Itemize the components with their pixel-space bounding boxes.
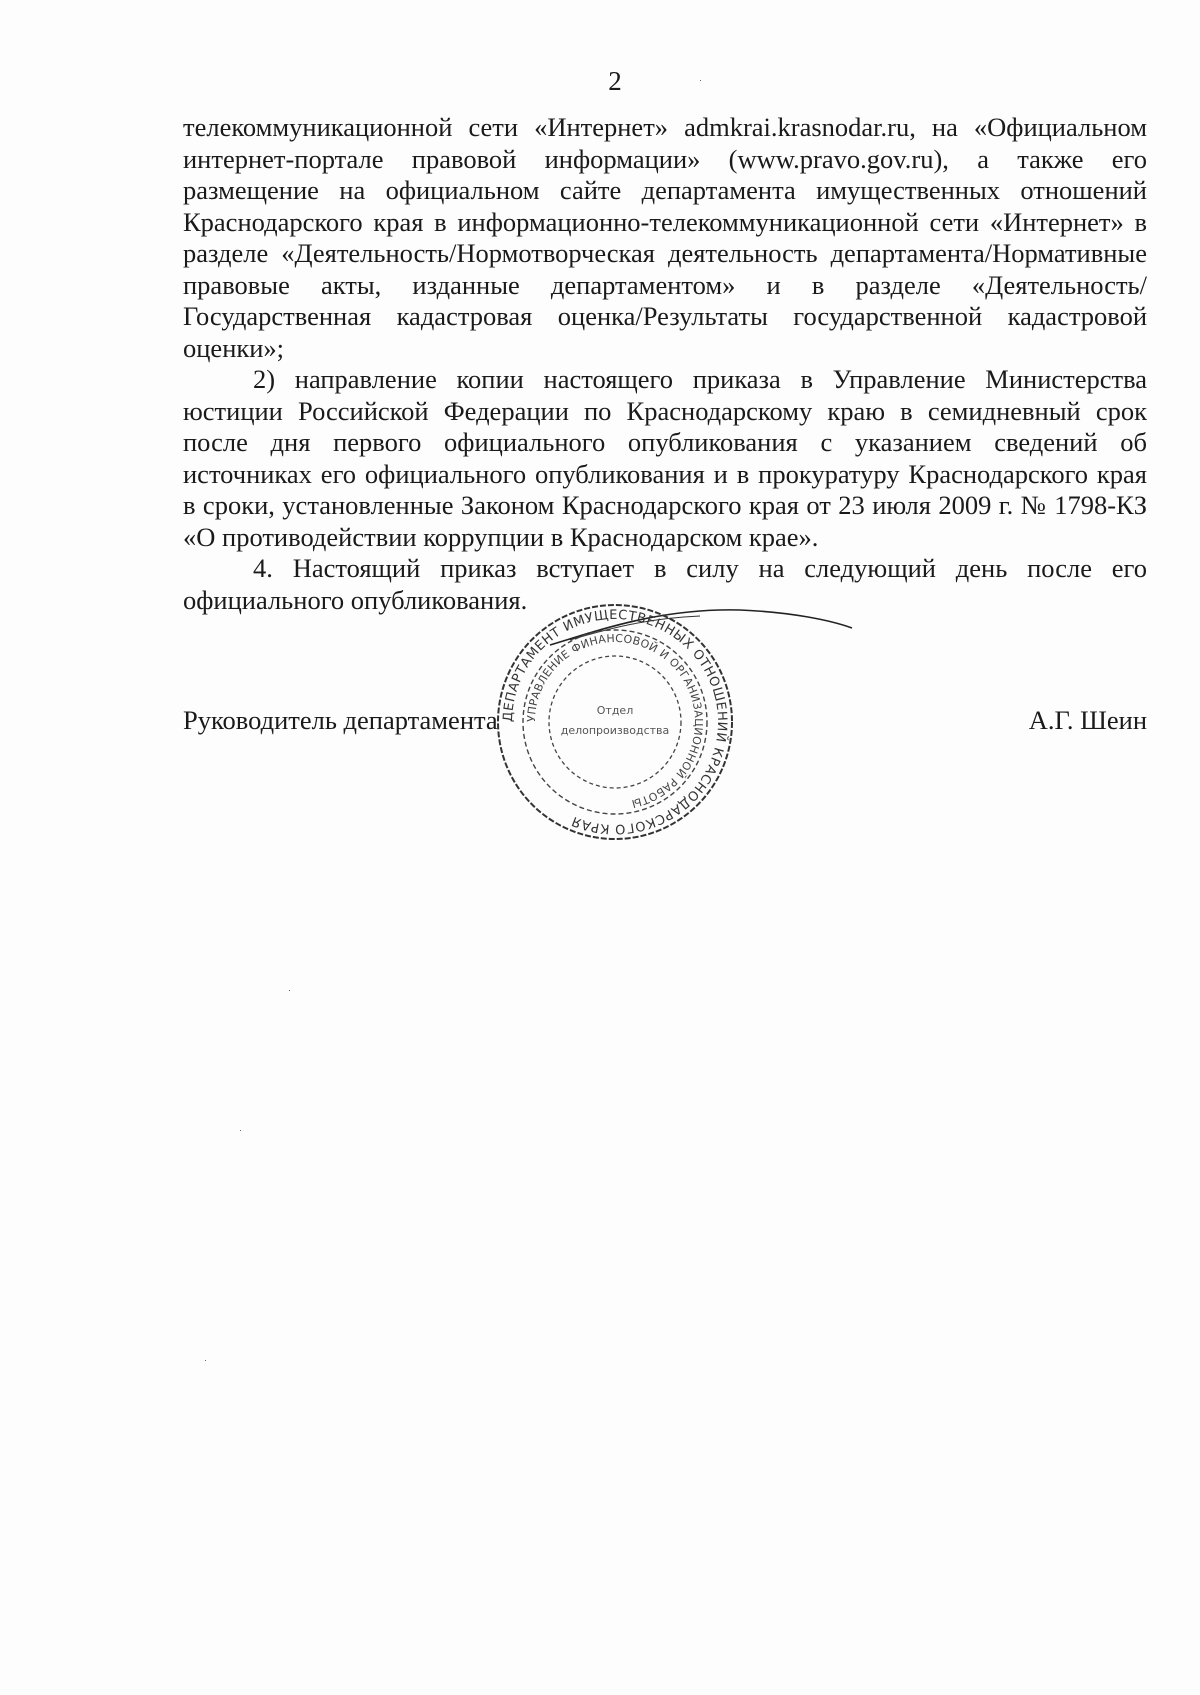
paragraph-continuation: телекоммуникационной сети «Интернет» admkrai.krasnodar.ru, на «Официальном интернет-портале правовой информации» (www.pravo.gov.ru), а также его размещение на официальном сайте департамента имущественных отношений Краснодарского края в информационно-телекоммуникационной сети «Интернет» в разделе «Деятельность/Нормотворческая деятельность департамента/Нормативные правовые акты, изданные департаментом» и в разделе «Деятельность/Государственная кадастровая оценка/Результаты государственной кадастровой оценки»; — [183, 112, 1147, 363]
scan-speck — [240, 1130, 241, 1131]
paragraph-item-2: 2) направление копии настоящего приказа в Управление Министерства юстиции Российской Федерации по Краснодарскому краю в семидневный срок после дня первого официального опубликования с указанием сведений об источниках его официального опубликования и в прокуратуру Краснодарского края в сроки, установленные Законом Краснодарского края от 23 июля 2009 г. № 1798-КЗ «О противодействии коррупции в Краснодарском крае». — [183, 364, 1147, 552]
signatory-title: Руководитель департамента — [183, 705, 498, 735]
stamp-center-top: Отдел — [596, 704, 634, 717]
scan-speck — [289, 990, 290, 991]
stamp-center-bottom: делопроизводства — [560, 724, 670, 737]
page-number: 2 — [608, 66, 622, 96]
stamp-inner-text: УПРАВЛЕНИЕ ФИНАНСОВОЙ И ОРГАНИЗАЦИОННОЙ РАБОТЫ — [524, 631, 706, 811]
scan-speck — [205, 1360, 206, 1361]
stamp-outer-text: ДЕПАРТАМЕНТ ИМУЩЕСТВЕННЫХ ОТНОШЕНИЙ КРАСНОДАРСКОГО КРАЯ — [500, 607, 730, 837]
svg-text:УПРАВЛЕНИЕ ФИНАНСОВОЙ И ОРГАНИ — [525, 632, 705, 810]
paragraph-item-4: 4. Настоящий приказ вступает в силу на следующий день после его официального опубликования. — [183, 553, 1147, 615]
signatory-name: А.Г. Шеин — [1028, 705, 1147, 735]
official-stamp — [495, 602, 735, 842]
document-body — [183, 112, 1147, 616]
scan-speck — [700, 80, 701, 81]
